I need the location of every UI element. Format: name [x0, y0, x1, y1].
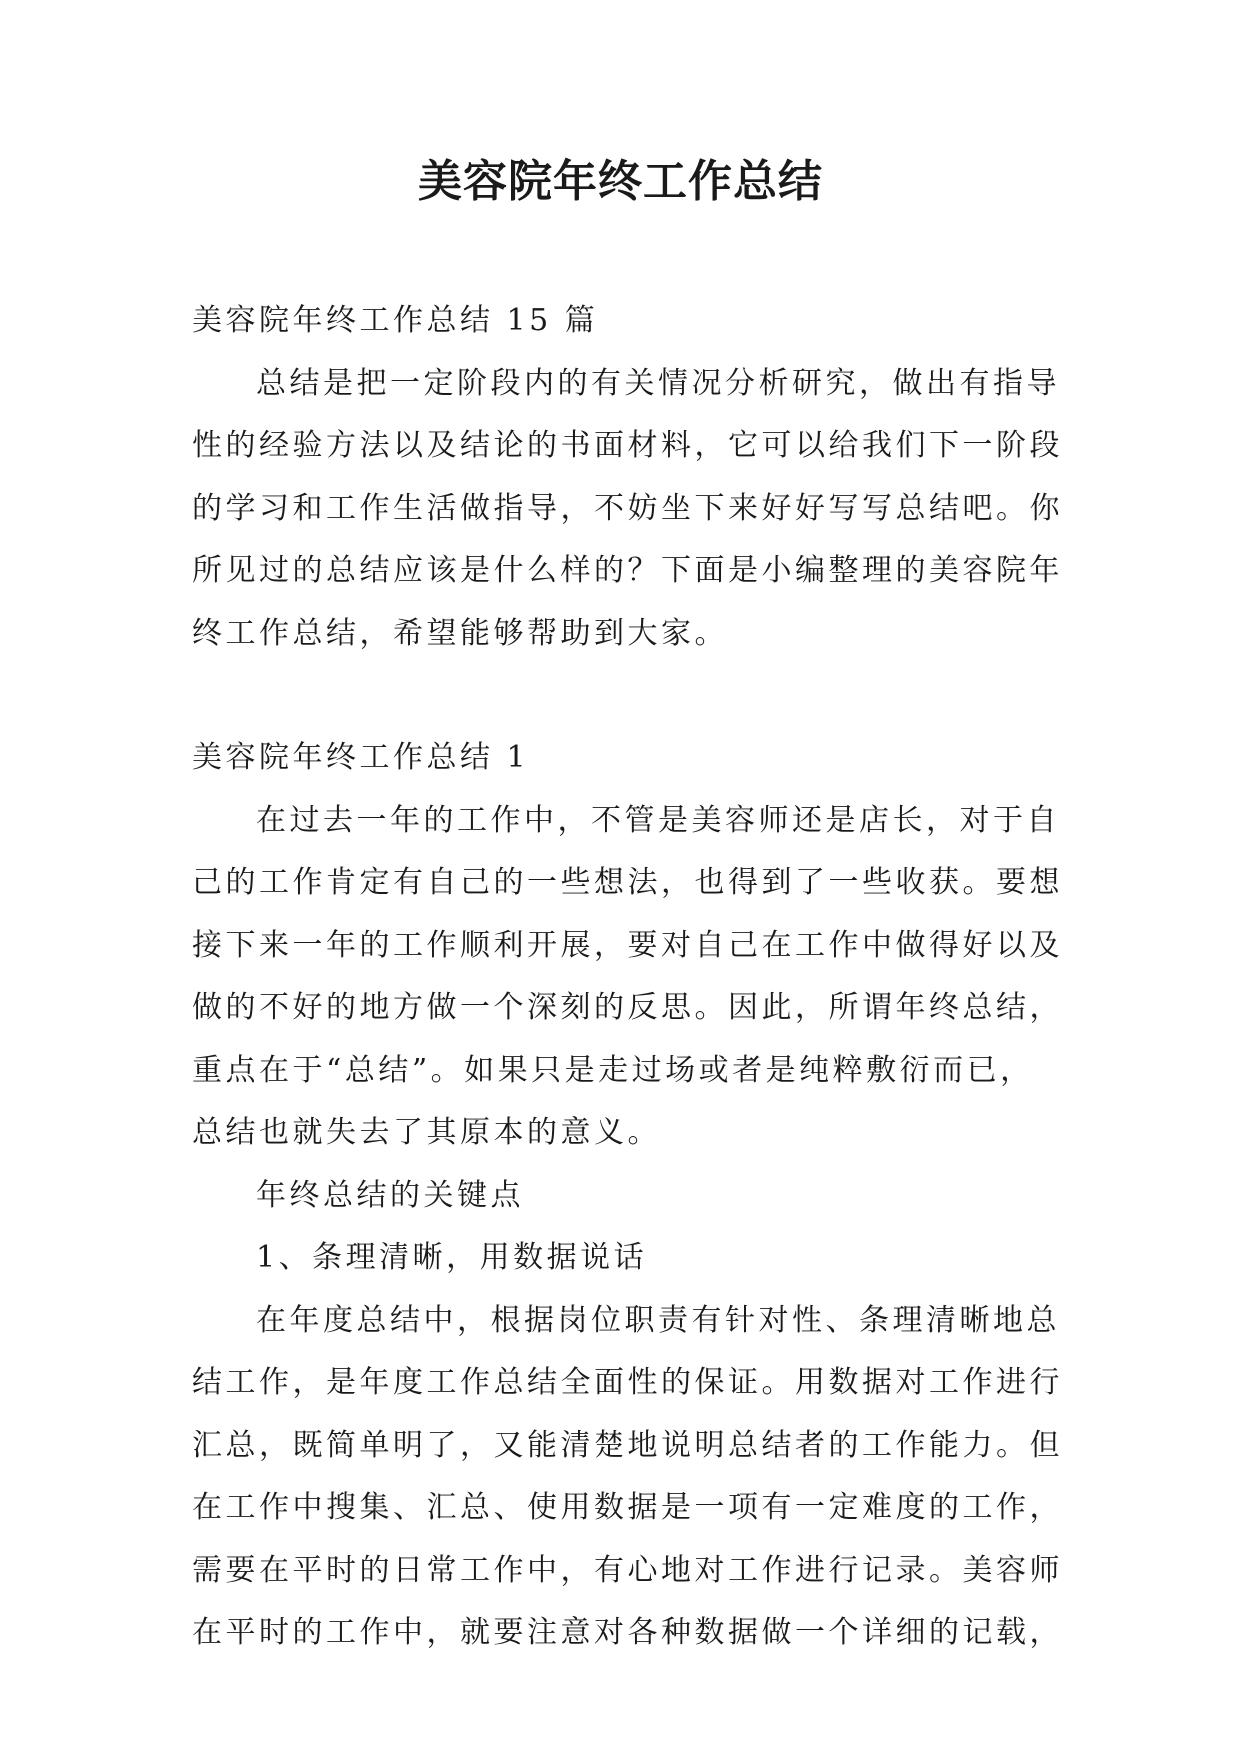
document-title: 美容院年终工作总结 [418, 156, 823, 207]
key-points-heading: 年终总结的关键点 [256, 1177, 524, 1213]
intro-paragraph: 总结是把一定阶段内的有关情况分析研究，做出有指导性的经验方法以及结论的书面材料，它可以给我们下一阶段的学习和工作生活做指导，不妨坐下来好好写写总结吧。你所见过的总结应该是什么样的？下面是小编整理的美容院年终工作总结，希望能够帮助到大家。 [192, 365, 1063, 651]
paragraph-spacer [192, 665, 1064, 727]
point-1-body: 在年度总结中，根据岗位职责有针对性、条理清晰地总结工作，是年度工作总结全面性的保证。用数据对工作进行汇总，既简单明了，又能清楚地说明总结者的工作能力。但在工作中搜集、汇总、使用数据是一项有一定难度的工作，需要在平时的日常工作中，有心地对工作进行记录。美容师在平时的工作中，就要注意对各种数据做一个详细的记载， [192, 1302, 1063, 1650]
document-subtitle: 美容院年终工作总结 15 篇 [192, 303, 599, 338]
point-1-heading: 1、条理清晰，用数据说话 [256, 1240, 648, 1275]
section-heading: 美容院年终工作总结 1 [192, 740, 530, 775]
document-body [192, 290, 1064, 1665]
body-paragraph-1: 在过去一年的工作中，不管是美容师还是店长，对于自己的工作肯定有自己的一些想法，也得到了一些收获。要想接下来一年的工作顺利开展，要对自己在工作中做得好以及做的不好的地方做一个深刻的反思。因此，所谓年终总结，重点在于“总结”。如果只是走过场或者是纯粹敷衍而已，总结也就失去了其原本的意义。 [192, 802, 1063, 1150]
